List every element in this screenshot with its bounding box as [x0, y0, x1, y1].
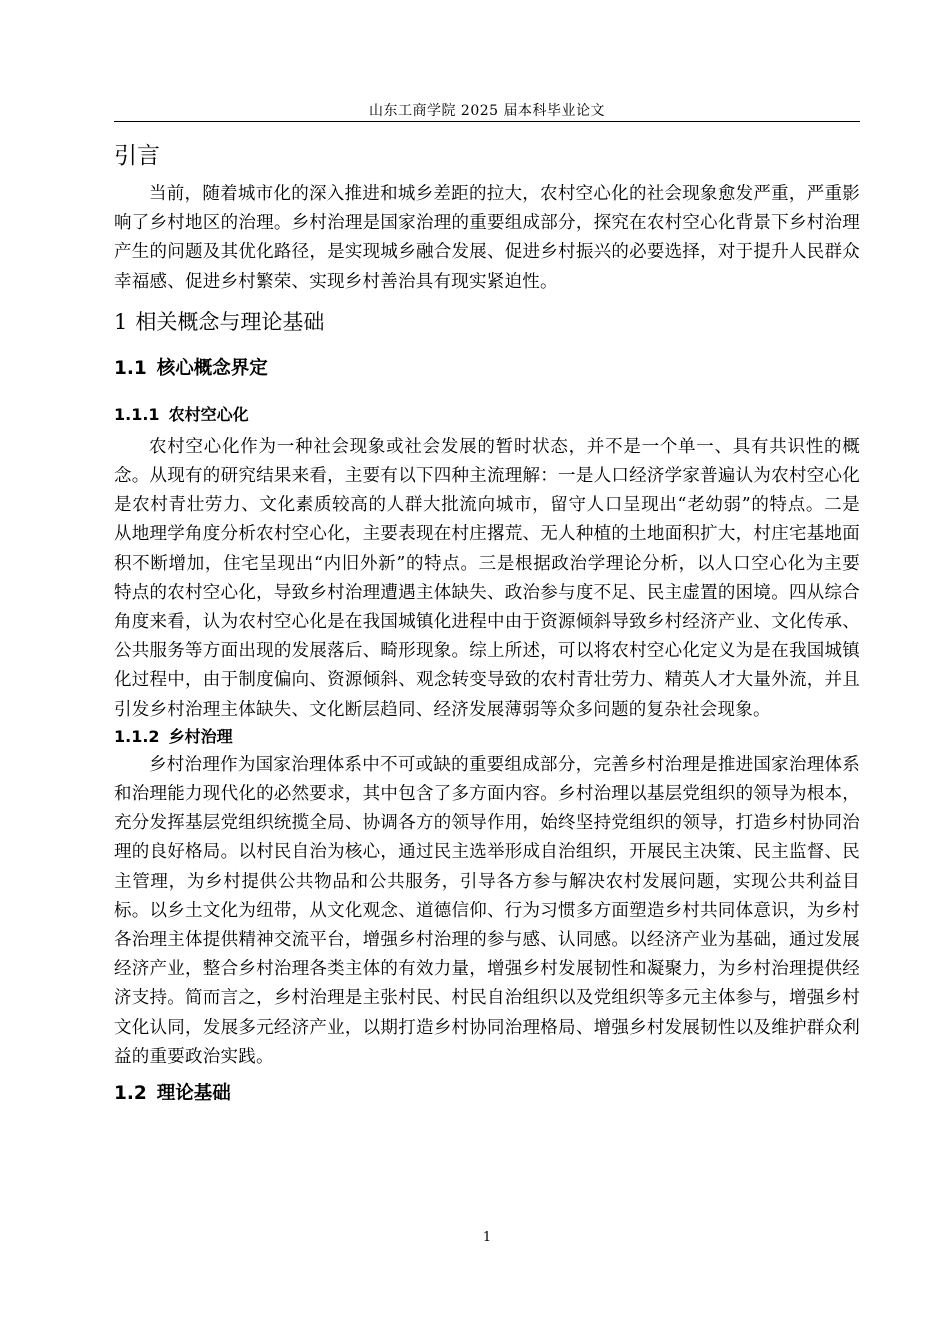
- section-1-1-1-title: 农村空心化: [168, 404, 249, 424]
- section-1-2-title: 理论基础: [156, 1083, 231, 1105]
- section-1-number: 1: [114, 309, 128, 334]
- section-1-1-2-heading: [114, 725, 860, 751]
- section-1-1-heading: [114, 347, 860, 397]
- intro-paragraph: 当前，随着城市化的深入推进和城乡差距的拉大，农村空心化的社会现象愈发严重，严重影响了乡村地区的治理。乡村治理是国家治理的重要组成部分，探究在农村空心化背景下乡村治理产生的问题及其优化路径，是实现城乡融合发展、促进乡村振兴的必要选择，对于提升人民群众幸福感、促进乡村繁荣、实现乡村善治具有现实紧迫性。: [114, 184, 860, 292]
- section-1-1-1-paragraph: 农村空心化作为一种社会现象或社会发展的暂时状态，并不是一个单一、具有共识性的概念。从现有的研究结果来看，主要有以下四种主流理解：一是人口经济学家普遍认为农村空心化是农村青壮劳力、文化素质较高的人群大批流向城市，留守人口呈现出“老幼弱”的特点。二是从地理学角度分析农村空心化，主要表现在村庄撂荒、无人种植的土地面积扩大，村庄宅基地面积不断增加，住宅呈现出“内旧外新”的特点。三是根据政治学理论分析，以人口空心化为主要特点的农村空心化，导致乡村治理遭遇主体缺失、政治参与度不足、民主虚置的困境。四从综合角度来看，认为农村空心化是在我国城镇化进程中由于资源倾斜导致乡村经济产业、文化传承、公共服务等方面出现的发展落后、畸形现象。综上所述，可以将农村空心化定义为是在我国城镇化过程中，由于制度偏向、资源倾斜、观念转变导致的农村青壮劳力、精英人才大量外流，并且引发乡村治理主体缺失、文化断层趋同、经济发展薄弱等众多问题的复杂社会现象。: [114, 436, 860, 720]
- section-1-1-1-number: 1.1.1: [114, 404, 160, 424]
- section-1-1-2-paragraph: 乡村治理作为国家治理体系中不可或缺的重要组成部分，完善乡村治理是推进国家治理体系和治理能力现代化的必然要求，其中包含了多方面内容。乡村治理以基层党组织的领导为根本，充分发挥基层党组织统揽全局、协调各方的领导作用，始终坚持党组织的领导，打造乡村协同治理的良好格局。以村民自治为核心，通过民主选举形成自治组织，开展民主决策、民主监督、民主管理，为乡村提供公共物品和公共服务，引导各方参与解决农村发展问题，实现公共利益目标。以乡土文化为纽带，从文化观念、道德信仰、行为习惯多方面塑造乡村共同体意识，为乡村各治理主体提供精神交流平台，增强乡村治理的参与感、认同感。以经济产业为基础，通过发展经济产业，整合乡村治理各类主体的有效力量，增强乡村发展韧性和凝聚力，为乡村治理提供经济支持。简而言之，乡村治理是主张村民、村民自治组织以及党组织等多元主体参与，增强乡村文化认同，发展多元经济产业，以期打造乡村协同治理格局、增强乡村发展韧性以及维护群众利益的重要政治实践。: [114, 754, 860, 1067]
- section-1-2-number: 1.2: [114, 1083, 147, 1105]
- document-body: [114, 138, 860, 1122]
- section-1-title: 相关概念与理论基础: [135, 309, 325, 334]
- header-rule: [114, 121, 860, 122]
- page-number: 1: [482, 1230, 492, 1245]
- section-1-1-title: 核心概念界定: [156, 357, 268, 379]
- section-1-1-2-title: 乡村治理: [168, 726, 233, 746]
- section-1-1-number: 1.1: [114, 357, 147, 379]
- page-header: 山东工商学院 2025 届本科毕业论文: [368, 103, 606, 119]
- section-1-heading: [114, 297, 860, 347]
- intro-heading: 引言: [114, 143, 160, 169]
- section-1-2-heading: [114, 1072, 860, 1122]
- section-1-1-1-heading: [114, 397, 860, 433]
- section-1-1-2-number: 1.1.2: [114, 726, 160, 746]
